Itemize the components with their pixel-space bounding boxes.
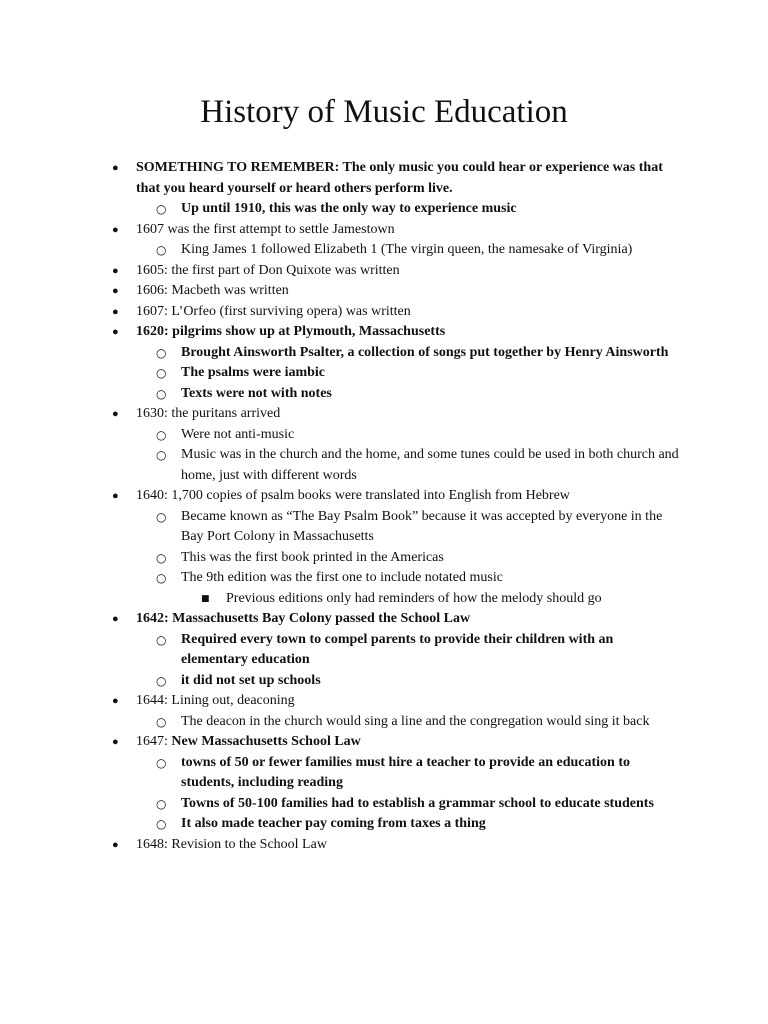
item-text: The psalms were iambic (181, 365, 326, 380)
item-text: 1642: Massachusetts Bay Colony passed the School Law (136, 611, 471, 626)
list-item (201, 589, 681, 610)
list-item (112, 220, 681, 241)
bullet-circle-icon: ○ (156, 366, 167, 380)
item-text: 1648: Revision to the School Law (136, 836, 327, 852)
bullet-disc-icon: ● (112, 223, 119, 236)
notes-list (0, 158, 768, 855)
item-text: Were not anti-music (181, 426, 295, 442)
item-text: King James 1 followed Elizabeth 1 (The virgin queen, the namesake of Virginia) (181, 242, 633, 257)
bullet-circle-icon: ○ (156, 386, 167, 401)
list-item (156, 630, 681, 671)
item-text: Required every town to compel parents to provide their children with an elementary education (181, 631, 614, 667)
item-text: Became known as “The Bay Psalm Book” because it was accepted by everyone in the Bay Port Colony in Massachusetts (181, 508, 663, 544)
bullet-circle-icon: ○ (156, 243, 167, 257)
list-item (156, 794, 681, 815)
bullet-circle-icon: ○ (156, 571, 167, 585)
bullet-disc-icon: ● (112, 408, 119, 420)
item-text: Previous editions only had reminders of how the melody should go (226, 590, 602, 606)
list-item (112, 691, 681, 712)
bullet-disc-icon: ● (112, 613, 119, 625)
list-item (156, 343, 681, 364)
bullet-disc-icon: ● (112, 490, 119, 502)
list-item (156, 548, 681, 569)
item-text: 1607: L’Orfeo (first surviving opera) was written (136, 303, 411, 319)
list-item (156, 671, 681, 692)
bullet-disc-icon: ● (112, 326, 119, 338)
item-text: New Massachusetts School Law (171, 734, 361, 749)
bullet-circle-icon: ○ (156, 817, 167, 831)
list-item (112, 835, 681, 856)
list-item (112, 261, 681, 282)
list-item (156, 240, 681, 261)
bullet-disc-icon: ● (112, 695, 119, 707)
bullet-circle-icon: ○ (156, 345, 167, 360)
item-lead: 1647: (136, 734, 172, 749)
bullet-disc-icon: ● (112, 264, 119, 277)
item-text: Texts were not with notes (181, 385, 332, 401)
item-text: 1630: the puritans arrived (136, 406, 281, 421)
bullet-circle-icon: ○ (156, 714, 167, 729)
bullet-disc-icon: ● (112, 305, 119, 318)
bullet-circle-icon: ○ (156, 755, 167, 770)
bullet-circle-icon: ○ (156, 550, 167, 565)
item-text: 1607 was the first attempt to settle Jamestown (136, 221, 395, 237)
item-text: Towns of 50-100 families had to establish a grammar school to educate students (181, 795, 654, 811)
bullet-disc-icon: ● (112, 162, 119, 174)
list-item (112, 486, 681, 507)
bullet-circle-icon: ○ (156, 673, 167, 688)
item-text: Music was in the church and the home, and some tunes could be used in both church and home, just with different words (181, 447, 679, 483)
item-text: 1644: Lining out, deaconing (136, 693, 295, 708)
bullet-circle-icon: ○ (156, 202, 167, 216)
list-item (112, 322, 681, 343)
list-item (156, 814, 681, 835)
list-item (156, 363, 681, 384)
document-title: History of Music Education (200, 94, 568, 130)
item-text: it did not set up schools (181, 672, 321, 688)
list-item (156, 384, 681, 405)
item-text: The 9th edition was the first one to include notated music (181, 570, 503, 585)
bullet-circle-icon: ○ (156, 448, 167, 462)
list-item (156, 753, 681, 794)
item-text: 1605: the first part of Don Quixote was written (136, 262, 400, 278)
bullet-circle-icon: ○ (156, 632, 167, 647)
item-text: This was the first book printed in the Americas (181, 549, 444, 565)
list-item (112, 404, 681, 425)
bullet-circle-icon: ○ (156, 427, 167, 442)
item-text: 1620: pilgrims show up at Plymouth, Massachusetts (136, 324, 446, 339)
item-text: It also made teacher pay coming from taxes a thing (181, 816, 486, 831)
list-item (112, 732, 681, 753)
item-lead: SOMETHING TO REMEMBER: (136, 160, 340, 175)
item-text: 1640: 1,700 copies of psalm books were translated into English from Hebrew (136, 488, 570, 503)
bullet-circle-icon: ○ (156, 509, 167, 524)
bullet-square-icon: ■ (201, 593, 210, 604)
list-item (156, 568, 681, 589)
list-item (156, 425, 681, 446)
item-text: The deacon in the church would sing a line and the congregation would sing it back (181, 713, 650, 729)
item-text: towns of 50 or fewer families must hire a teacher to provide an education to students, including reading (181, 754, 630, 790)
list-item (156, 445, 681, 486)
list-item (112, 609, 681, 630)
bullet-circle-icon: ○ (156, 796, 167, 811)
list-item (156, 199, 681, 220)
list-item (156, 712, 681, 733)
list-item (112, 302, 681, 323)
bullet-disc-icon: ● (112, 736, 119, 748)
list-item (156, 507, 681, 548)
item-text: The only music you could hear or experience was that that you heard yourself or heard others perform live. (136, 160, 663, 196)
list-item (112, 158, 681, 199)
bullet-disc-icon: ● (112, 838, 119, 851)
item-text: 1606: Macbeth was written (136, 283, 289, 298)
item-text: Brought Ainsworth Psalter, a collection of songs put together by Henry Ainsworth (181, 344, 669, 360)
list-item (112, 281, 681, 302)
item-text: Up until 1910, this was the only way to experience music (181, 201, 517, 216)
bullet-disc-icon: ● (112, 285, 119, 297)
